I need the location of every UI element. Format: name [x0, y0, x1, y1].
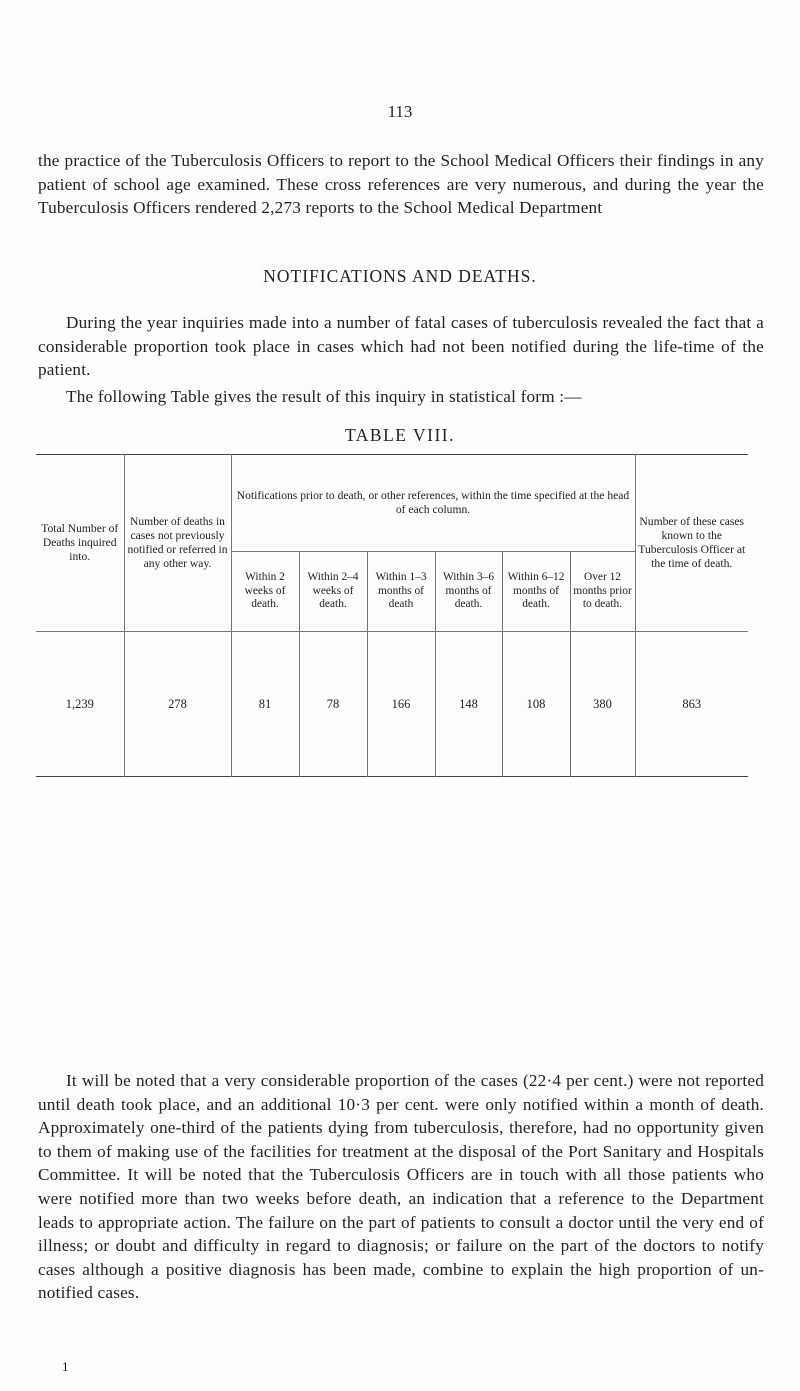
- header-within-2-4-weeks: Within 2–4 weeks of death.: [299, 552, 367, 632]
- cell-not-notified: 278: [124, 632, 231, 777]
- cell-within-2-4-weeks: 78: [299, 632, 367, 777]
- header-total-deaths: Total Number of Deaths inquired into.: [36, 455, 124, 632]
- conclusion-paragraph: It will be noted that a very considerable proportion of the cases (22·4 per cent.) were not reported until death took place, and an additional 10·3 per cent. were only notified within a month of death. Approximately one-third of the patients dying from tuberculosis, therefore, had no opportunity given to them of making use of the facilities for treatment at the disposal of the Port Sanitary and Hospitals Committee. It will be noted that the Tuberculosis Officers are in touch with all those patients who were notified more than two weeks before death, an indication that a reference to the Department leads to appropriate action. The failure on the part of patients to consult a doctor until the very end of illness; or doubt and difficulty in regard to diagnosis; or failure on the part of the doctors to notify cases although a positive diagnosis has been made, combine to explain the high proportion of un-notified cases.: [38, 1071, 764, 1303]
- cell-known-to-officer: 863: [635, 632, 748, 777]
- table-row: [36, 632, 748, 777]
- inquiries-paragraph: During the year inquiries made into a number of fatal cases of tuberculosis revealed the fact that a considerable proportion took place in cases which had not been notified during the life-time of the patient.: [38, 313, 764, 380]
- header-within-6-12-months: Within 6–12 months of death.: [502, 552, 570, 632]
- cell-over-12-months: 380: [570, 632, 635, 777]
- intro-paragraph: the practice of the Tuberculosis Officers to report to the School Medical Officers their findings in any patient of school age examined. These cross references are very numerous, and during the year the Tuberculosis Officers rendered 2,273 reports to the School Medical Department: [38, 151, 764, 218]
- cell-total-deaths: 1,239: [65, 696, 94, 711]
- footer-mark: 1: [62, 1359, 69, 1374]
- cell-within-2-weeks: 81: [231, 632, 299, 777]
- statistics-table: [36, 454, 748, 777]
- following-paragraph: The following Table gives the result of this inquiry in statistical form :—: [66, 387, 582, 406]
- section-heading: NOTIFICATIONS AND DEATHS.: [263, 266, 537, 286]
- header-over-12-months: Over 12 months prior to death.: [570, 552, 635, 632]
- header-within-3-6-months: Within 3–6 months of death.: [435, 552, 502, 632]
- header-not-notified: Number of deaths in cases not previously notified or referred in any other way.: [124, 455, 231, 632]
- table-title: TABLE VIII.: [344, 425, 456, 445]
- cell-within-3-6-months: 148: [435, 632, 502, 777]
- header-within-2-weeks: Within 2 weeks of death.: [231, 552, 299, 632]
- cell-within-6-12-months: 108: [502, 632, 570, 777]
- cell-within-1-3-months: 166: [367, 632, 435, 777]
- header-within-1-3-months: Within 1–3 months of death: [367, 552, 435, 632]
- header-notification-group: Notifications prior to death, or other references, within the time specified at the head of each column.: [231, 455, 635, 552]
- page-number: 113: [387, 102, 413, 121]
- header-known-to-officer: Number of these cases known to the Tuberculosis Officer at the time of death.: [635, 455, 748, 632]
